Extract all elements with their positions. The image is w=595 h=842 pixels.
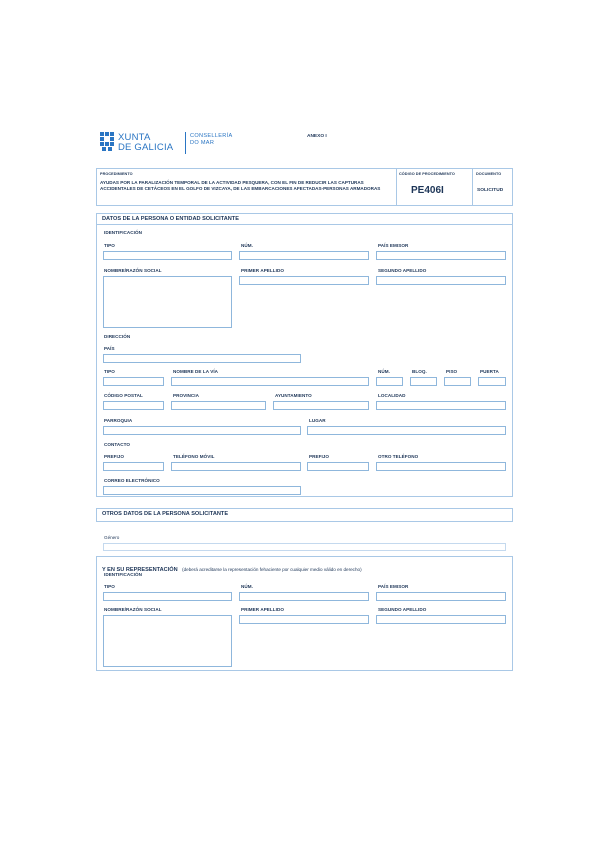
tipo-via-field[interactable] bbox=[103, 377, 164, 386]
otro-telefono-field[interactable] bbox=[376, 462, 506, 471]
telefono-movil-label: TELÉFONO MÓVIL bbox=[173, 454, 215, 459]
provincia-label: PROVINCIA bbox=[173, 393, 199, 398]
applicant-title-rule bbox=[96, 224, 513, 225]
prefijo1-field[interactable] bbox=[103, 462, 164, 471]
procedure-divider-2 bbox=[472, 168, 473, 206]
correo-label: CORREO ELECTRÓNICO bbox=[104, 478, 160, 483]
rep-identification-heading: IDENTIFICACIÓN bbox=[104, 572, 142, 577]
segundo-apellido-field[interactable] bbox=[376, 276, 506, 285]
dept-line1: CONSELLERÍA bbox=[190, 133, 233, 139]
dept-line2: DO MAR bbox=[190, 140, 215, 146]
galicia-emblem-icon bbox=[99, 131, 115, 153]
procedure-code-label: CÓDIGO DE PROCEDIMIENTO bbox=[399, 172, 455, 176]
direccion-heading: DIRECCIÓN bbox=[104, 334, 131, 339]
num-label: NÚM. bbox=[241, 243, 253, 248]
xunta-logo bbox=[99, 131, 189, 155]
rep-num-label: NÚM. bbox=[241, 584, 253, 589]
nombre-label: NOMBRE/RAZÓN SOCIAL bbox=[104, 268, 162, 273]
pais-field[interactable] bbox=[103, 354, 301, 363]
applicant-section-title: DATOS DE LA PERSONA O ENTIDAD SOLICITANTE bbox=[102, 216, 239, 222]
otro-telefono-label: OTRO TELÉFONO bbox=[378, 454, 419, 459]
pais-label: PAÍS bbox=[104, 346, 115, 351]
document-label: DOCUMENTO bbox=[476, 172, 502, 176]
genero-field[interactable] bbox=[103, 543, 506, 551]
logo-line2: DE GALICIA bbox=[118, 142, 174, 153]
pais-emisor-field[interactable] bbox=[376, 251, 506, 260]
piso-label: PISO bbox=[446, 369, 458, 374]
telefono-movil-field[interactable] bbox=[171, 462, 301, 471]
tipo-via-label: TIPO bbox=[104, 369, 115, 374]
rep-tipo-label: TIPO bbox=[104, 584, 115, 589]
logo-line1: XUNTA bbox=[118, 132, 151, 143]
procedure-label: PROCEDIMIENTO bbox=[100, 172, 133, 176]
localidad-field[interactable] bbox=[376, 401, 506, 410]
logo-divider bbox=[185, 132, 186, 154]
contacto-heading: CONTACTO bbox=[104, 442, 131, 447]
num-field[interactable] bbox=[239, 251, 369, 260]
primer-apellido-field[interactable] bbox=[239, 276, 369, 285]
lugar-label: LUGAR bbox=[309, 418, 326, 423]
tipo-label: TIPO bbox=[104, 243, 115, 248]
rep-segundo-apellido-field[interactable] bbox=[376, 615, 506, 624]
correo-field[interactable] bbox=[103, 486, 301, 495]
rep-pais-emisor-field[interactable] bbox=[376, 592, 506, 601]
num-via-field[interactable] bbox=[376, 377, 403, 386]
representation-title: Y EN SU REPRESENTACIÓN bbox=[102, 567, 178, 573]
codigo-postal-label: CÓDIGO POSTAL bbox=[104, 393, 143, 398]
piso-field[interactable] bbox=[444, 377, 471, 386]
identification-heading: IDENTIFICACIÓN bbox=[104, 230, 142, 235]
prefijo2-field[interactable] bbox=[307, 462, 369, 471]
nombre-field[interactable] bbox=[103, 276, 232, 328]
prefijo2-label: PREFIJO bbox=[309, 454, 330, 459]
ayuntamiento-field[interactable] bbox=[273, 401, 369, 410]
document-value: SOLICITUD bbox=[477, 188, 504, 193]
genero-label: Género bbox=[104, 535, 120, 540]
annex-label: ANEXO I bbox=[307, 134, 327, 139]
procedure-divider-1 bbox=[396, 168, 397, 206]
rep-num-field[interactable] bbox=[239, 592, 369, 601]
procedure-text: AYUDAS POR LA PARALIZACIÓN TEMPORAL DE LA ACTIVIDAD PESQUERA, CON EL FIN DE REDUCIR LAS CAPTURAS ACCIDENTALES DE CETÁCEOS EN EL GOLFO DE VIZCAYA, DE LAS EMBARCACIONES AFECTADAS-PERSONAS ARMADORAS bbox=[100, 180, 381, 191]
nombre-via-field[interactable] bbox=[171, 377, 369, 386]
rep-tipo-field[interactable] bbox=[103, 592, 232, 601]
puerta-field[interactable] bbox=[478, 377, 506, 386]
localidad-label: LOCALIDAD bbox=[378, 393, 406, 398]
segundo-apellido-label: SEGUNDO APELLIDO bbox=[378, 268, 427, 273]
lugar-field[interactable] bbox=[307, 426, 506, 435]
codigo-postal-field[interactable] bbox=[103, 401, 164, 410]
puerta-label: PUERTA bbox=[480, 369, 499, 374]
other-data-title: OTROS DATOS DE LA PERSONA SOLICITANTE bbox=[102, 511, 229, 517]
ayuntamiento-label: AYUNTAMIENTO bbox=[275, 393, 312, 398]
rep-segundo-apellido-label: SEGUNDO APELLIDO bbox=[378, 607, 427, 612]
rep-nombre-label: NOMBRE/RAZÓN SOCIAL bbox=[104, 607, 162, 612]
rep-nombre-field[interactable] bbox=[103, 615, 232, 667]
representation-note: (deberá acreditarse la representación fehaciente por cualquier medio válido en derecho) bbox=[182, 567, 362, 572]
rep-primer-apellido-field[interactable] bbox=[239, 615, 369, 624]
provincia-field[interactable] bbox=[171, 401, 266, 410]
parroquia-label: PARROQUIA bbox=[104, 418, 133, 423]
num-via-label: NÚM. bbox=[378, 369, 390, 374]
rep-pais-emisor-label: PAÍS EMISOR bbox=[378, 584, 409, 589]
nombre-via-label: NOMBRE DE LA VÍA bbox=[173, 369, 219, 374]
rep-primer-apellido-label: PRIMER APELLIDO bbox=[241, 607, 284, 612]
bloq-label: BLOQ. bbox=[412, 369, 427, 374]
tipo-field[interactable] bbox=[103, 251, 232, 260]
pais-emisor-label: PAÍS EMISOR bbox=[378, 243, 409, 248]
primer-apellido-label: PRIMER APELLIDO bbox=[241, 268, 284, 273]
parroquia-field[interactable] bbox=[103, 426, 301, 435]
procedure-code: PE406I bbox=[411, 185, 444, 196]
prefijo1-label: PREFIJO bbox=[104, 454, 125, 459]
bloq-field[interactable] bbox=[410, 377, 437, 386]
